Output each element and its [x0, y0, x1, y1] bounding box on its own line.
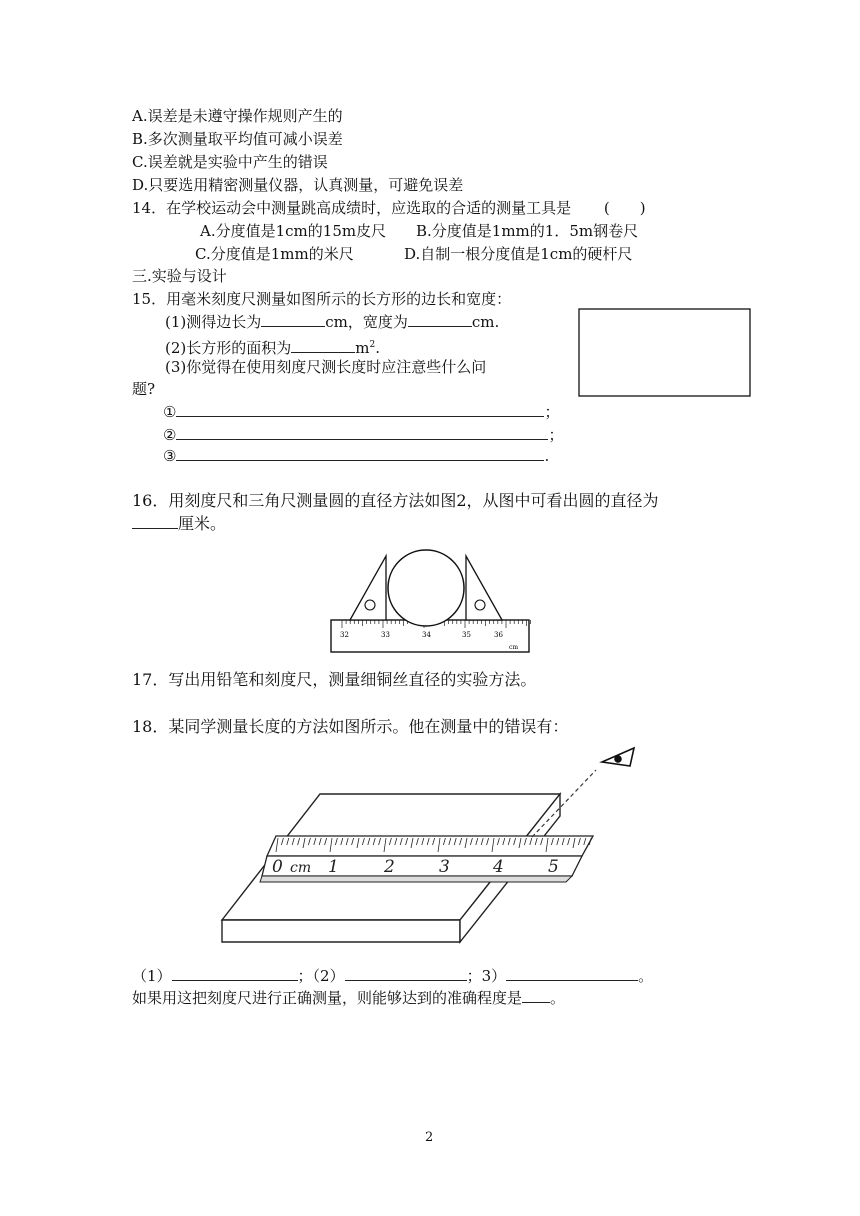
q15-part2-end: .	[375, 339, 380, 357]
q15-answer-1	[163, 402, 559, 422]
q18-accuracy-line	[132, 988, 565, 1008]
q14-answer-paren: ( )	[603, 199, 646, 217]
q16-tick-label-34: 34	[422, 631, 431, 639]
q16-line1: 16．用刻度尺和三角尺测量圆的直径方法如图2，从图中可看出圆的直径为	[132, 491, 659, 510]
ruler-edge	[260, 876, 572, 882]
q13-option-d: D.只要选用精密测量仪器，认真测量，可避免误差	[132, 176, 464, 194]
q18-accuracy-text: 如果用这把刻度尺进行正确测量，则能够达到的准确程度是	[132, 989, 523, 1007]
q16-tick-label-32: 32	[340, 631, 349, 639]
rectangle-figure	[578, 308, 752, 398]
ruler-label-4: 4	[493, 857, 504, 877]
circle-diameter-diagram	[328, 546, 532, 656]
q18-ans3-label: ；3）	[466, 967, 507, 985]
q13-option-c: C.误差就是实验中产生的错误	[132, 153, 328, 171]
q14-option-b: B.分度值是1mm的1．5m钢卷尺	[416, 222, 639, 240]
error-answer-blank-2[interactable]	[345, 966, 467, 981]
q14-option-d: D.自制一根分度值是1cm的硬杆尺	[404, 245, 633, 263]
q18-ans-end: 。	[638, 967, 654, 985]
q16-tick-label-33: 33	[381, 631, 390, 639]
q16-unit-label: cm	[509, 644, 519, 651]
note-answer-blank-2[interactable]	[176, 425, 548, 440]
q14-stem	[132, 198, 646, 218]
q14-option-c: C.分度值是1mm的米尺	[195, 245, 354, 263]
q16-tick-label-36: 36	[494, 631, 503, 639]
q18-ans1-label: （1）	[132, 967, 172, 985]
ruler-label-1: 1	[328, 857, 339, 877]
ruler-label-5: 5	[548, 857, 559, 877]
board-front	[222, 920, 460, 942]
ruler-unit-label: cm	[290, 860, 312, 876]
q15-part1-mid: cm，宽度为	[325, 313, 408, 331]
q18-stem: 18．某同学测量长度的方法如图所示。他在测量中的错误有：	[132, 717, 569, 736]
error-answer-blank-1[interactable]	[172, 966, 298, 981]
note-answer-blank-1[interactable]	[176, 402, 544, 417]
section-heading: 三.实验与设计	[132, 267, 227, 285]
q15-answer-2	[163, 425, 563, 445]
ruler-label-3: 3	[439, 857, 450, 877]
q18-ans2-label: ；（2）	[297, 967, 345, 985]
q15-answer-3	[163, 446, 549, 466]
q14-stem-text: 14．在学校运动会中测量跳高成绩时，应选取的合适的测量工具是	[132, 199, 572, 217]
diameter-answer-blank[interactable]	[132, 514, 178, 529]
right-triangle-ruler	[466, 556, 502, 620]
q13-option-b: B.多次测量取平均值可减小误差	[132, 130, 343, 148]
circled-3: ③	[163, 447, 177, 465]
q15-part1	[165, 312, 499, 332]
q15-answer-1-end: ；	[544, 403, 560, 421]
q15-answer-3-end: .	[544, 447, 550, 465]
q15-part2-label: (2)长方形的面积为	[165, 339, 292, 357]
eye-icon	[602, 748, 634, 766]
q15-part3-line2: 题?	[132, 380, 156, 398]
ruler-label-0: 0	[272, 857, 283, 877]
q15-part3-line1: (3)你觉得在使用刻度尺测长度时应注意些什么问	[165, 358, 487, 376]
q16-line2	[132, 514, 226, 534]
length-answer-blank[interactable]	[261, 312, 325, 327]
q13-option-a: A.误差是未遵守操作规则产生的	[132, 107, 343, 125]
error-answer-blank-3[interactable]	[506, 966, 638, 981]
q18-answers	[132, 966, 653, 986]
q14-option-a: A.分度值是1cm的15m皮尺	[200, 222, 387, 240]
q16-unit-text: 厘米。	[178, 514, 227, 533]
q16-tick-label-35: 35	[462, 631, 471, 639]
circled-1: ①	[163, 403, 177, 421]
accuracy-answer-blank[interactable]	[522, 988, 550, 1003]
q15-part2-unit: m	[355, 339, 370, 357]
q15-part1-unit: cm.	[471, 313, 500, 331]
area-answer-blank[interactable]	[291, 338, 355, 353]
q15-part1-label: (1)测得边长为	[165, 313, 262, 331]
ruler-on-board-diagram	[210, 742, 650, 958]
page-number: 2	[425, 1130, 434, 1145]
q15-answer-2-end: ；	[548, 426, 564, 444]
q15-part2-exponent: 2	[369, 340, 376, 350]
q17-stem: 17．写出用铅笔和刻度尺，测量细铜丝直径的实验方法。	[132, 670, 537, 689]
q15-stem: 15．用毫米刻度尺测量如图所示的长方形的边长和宽度：	[132, 290, 512, 308]
width-answer-blank[interactable]	[408, 312, 472, 327]
q18-accuracy-end: 。	[550, 989, 566, 1007]
ruler-label-2: 2	[384, 857, 395, 877]
note-answer-blank-3[interactable]	[176, 446, 544, 461]
q15-part2	[165, 335, 380, 358]
left-triangle-ruler	[350, 556, 386, 620]
circled-2: ②	[163, 426, 177, 444]
measured-circle	[388, 550, 464, 626]
